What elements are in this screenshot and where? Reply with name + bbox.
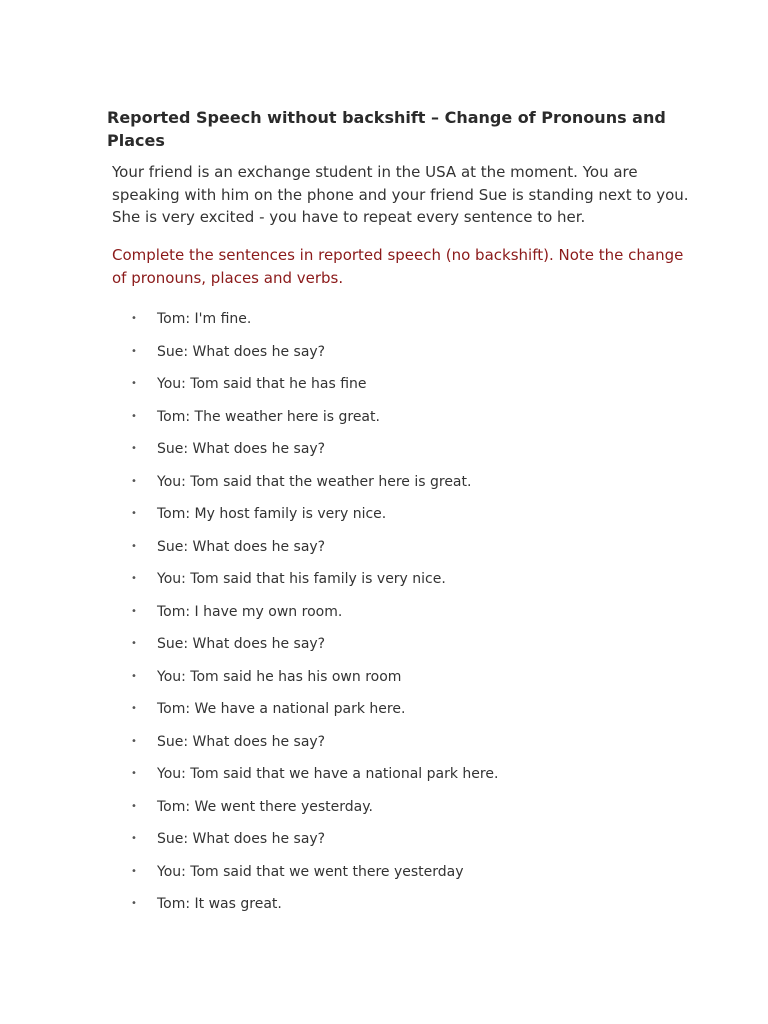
list-item: [0, 661, 768, 694]
dialogue-line: You: Tom said he has his own room: [157, 668, 402, 685]
bullet-icon: •: [131, 638, 137, 649]
dialogue-line: Sue: What does he say?: [157, 441, 326, 457]
dialogue-line: Sue: What does he say?: [157, 343, 326, 360]
list-item: [0, 303, 768, 336]
bullet-icon: •: [131, 345, 137, 357]
bullet-icon: •: [131, 768, 137, 779]
dialogue-line: Sue: What does he say?: [157, 538, 326, 555]
dialogue-line: Tom: I have my own room.: [157, 603, 343, 620]
dialogue-line: You: Tom said that he has fine: [157, 376, 367, 392]
list-item: [0, 693, 768, 726]
list-item: [0, 466, 768, 499]
dialogue-line: You: Tom said that we have a national park here.: [157, 766, 499, 782]
list-item: [0, 758, 768, 791]
list-item: [0, 368, 768, 401]
bullet-icon: •: [131, 833, 137, 844]
list-item: [0, 726, 768, 759]
bullet-icon: •: [131, 865, 137, 877]
dialogue-line: Tom: We went there yesterday.: [157, 798, 374, 815]
bullet-icon: •: [131, 540, 137, 552]
bullet-icon: •: [131, 378, 137, 389]
dialogue-line: You: Tom said that we went there yesterday: [157, 863, 464, 880]
instruction-text: Complete the sentences in reported speech (no backshift). Note the change of pronouns, places and verbs.: [112, 246, 684, 287]
dialogue-line: You: Tom said that the weather here is great.: [157, 473, 472, 490]
document-title: Reported Speech without backshift – Change of Pronouns and Places: [107, 108, 666, 150]
bullet-icon: •: [131, 670, 137, 682]
intro-paragraph: Your friend is an exchange student in the USA at the moment. You are speaking with him on the phone and your friend Sue is standing next to you. She is very excited - you have to repeat every sentence to her.: [112, 163, 689, 226]
bullet-icon: •: [131, 313, 137, 324]
dialogue-line: Tom: It was great.: [157, 896, 282, 912]
dialogue-line: Sue: What does he say?: [157, 831, 326, 847]
list-item: [0, 401, 768, 434]
bullet-icon: •: [131, 475, 137, 487]
dialogue-line: Sue: What does he say?: [157, 636, 326, 652]
dialogue-list: [0, 303, 768, 921]
list-item: [0, 823, 768, 856]
list-item: [0, 628, 768, 661]
list-item: [0, 856, 768, 889]
list-item: [0, 336, 768, 369]
list-item: [0, 433, 768, 466]
dialogue-line: You: Tom said that his family is very nice.: [157, 571, 446, 587]
bullet-icon: •: [131, 410, 137, 422]
bullet-icon: •: [131, 800, 137, 812]
list-item: [0, 563, 768, 596]
list-item: [0, 596, 768, 629]
dialogue-line: Tom: We have a national park here.: [157, 701, 406, 717]
list-item: [0, 531, 768, 564]
dialogue-line: Tom: I'm fine.: [157, 311, 252, 327]
bullet-icon: •: [131, 703, 137, 714]
dialogue-line: Tom: The weather here is great.: [157, 408, 380, 425]
bullet-icon: •: [131, 443, 137, 454]
bullet-icon: •: [131, 573, 137, 584]
dialogue-line: Tom: My host family is very nice.: [157, 506, 387, 522]
dialogue-line: Sue: What does he say?: [157, 733, 326, 750]
list-item: [0, 791, 768, 824]
bullet-icon: •: [131, 735, 137, 747]
list-item: [0, 498, 768, 531]
bullet-icon: •: [131, 508, 137, 519]
bullet-icon: •: [131, 898, 137, 909]
bullet-icon: •: [131, 605, 137, 617]
list-item: [0, 888, 768, 921]
